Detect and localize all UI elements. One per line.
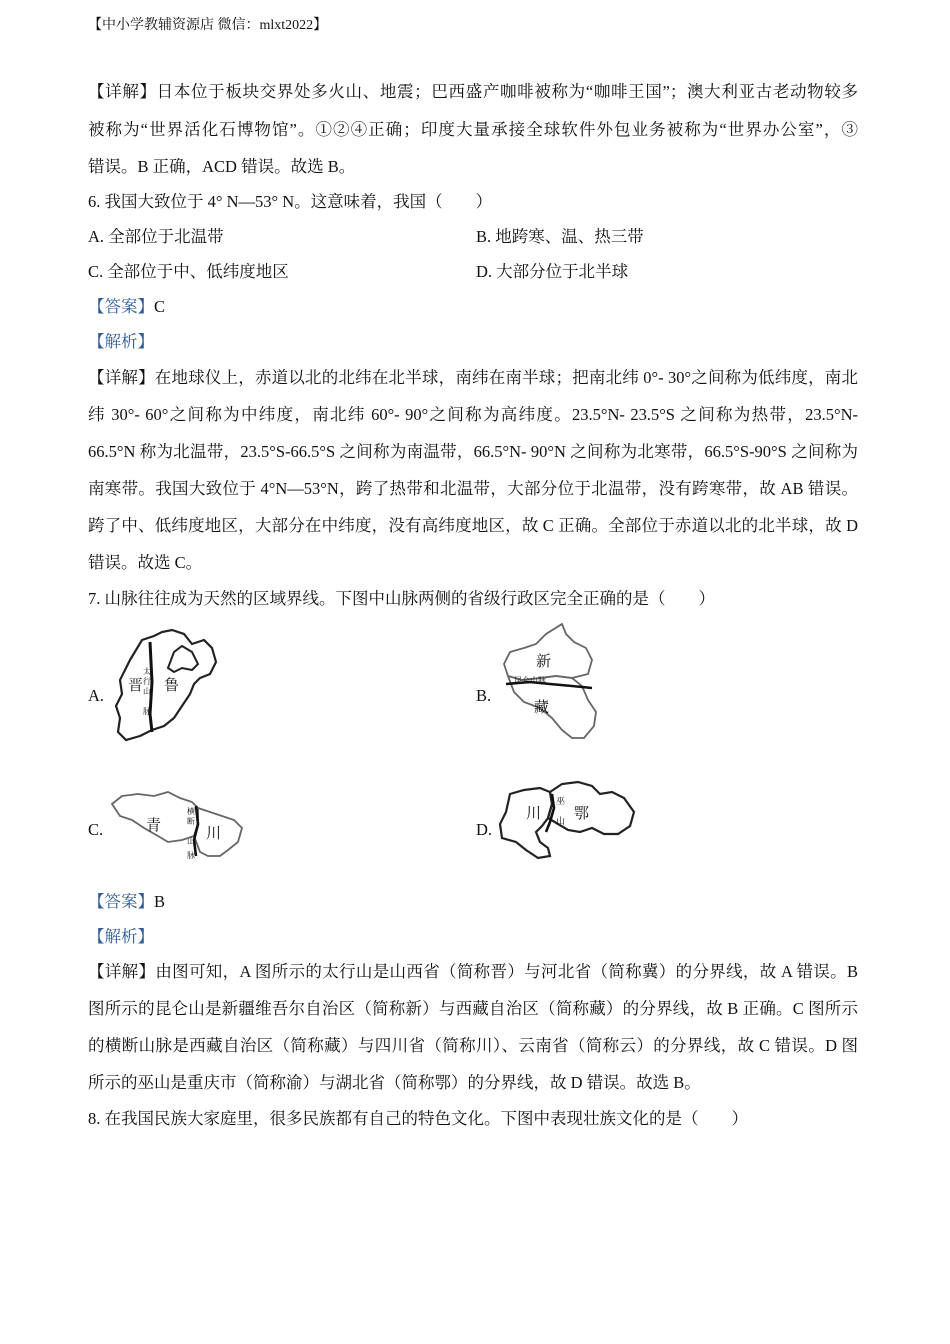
mountain-char-1: 巫: [556, 797, 566, 807]
q7-option-d: D.: [476, 820, 493, 839]
answer-label: 【答案】: [88, 297, 154, 316]
detail-text: 由图可知，A 图所示的太行山是山西省（简称晋）与河北省（简称冀）的分界线，故 A 错误。B: [155, 962, 858, 981]
q6-detail-line-1: [88, 368, 858, 388]
mountain-char-3: 山: [187, 837, 195, 846]
q7-detail-line-4: 所示的巫山是重庆市（简称渝）与湖北省（简称鄂）的分界线，故 D 错误。故选 B。: [88, 1073, 701, 1092]
province-left-label: 晋: [128, 676, 144, 694]
mountain-char-2: 山: [556, 817, 566, 827]
q7-answer: [88, 892, 165, 912]
q6-detail-line-4: 南寒带。我国大致位于 4°N—53°N，跨了热带和北温带，大部分位于北温带，没有跨寒带，故 AB 错误。: [88, 479, 858, 498]
q7-stem: 7. 山脉往往成为天然的区域界线。下图中山脉两侧的省级行政区完全正确的是（ ）: [88, 589, 715, 608]
detail-label: 【详解】: [88, 962, 156, 981]
answer-value: C: [154, 297, 166, 316]
inner-outline: [168, 646, 198, 672]
q7-detail-line-1: [88, 962, 858, 982]
answer-value: B: [154, 892, 166, 911]
q7-option-b: B.: [476, 686, 492, 705]
map-d: [496, 776, 642, 862]
q5-detail-line-3: 错误。B 正确，ACD 错误。故选 B。: [88, 157, 356, 176]
q6-answer: [88, 297, 165, 317]
q6-detail-line-6: 错误。故选 C。: [88, 553, 203, 572]
province-left-label: 青: [146, 816, 162, 834]
page-header: 【中小学教辅资源店 微信：mlxt2022】: [88, 18, 328, 33]
mountain-char-2: 断: [187, 817, 195, 826]
q8-stem: 8. 在我国民族大家庭里，很多民族都有自己的特色文化。下图中表现壮族文化的是（ ）: [88, 1109, 748, 1128]
province-left-label: 川: [526, 804, 542, 822]
map-a: [112, 622, 220, 744]
map-c: [108, 784, 248, 870]
q6-detail-line-5: 跨了中、低纬度地区，大部分在中纬度，没有高纬度地区，故 C 正确。全部位于赤道以北的北半球，故 D: [88, 516, 858, 535]
province-bottom-label: 藏: [534, 698, 550, 716]
province-right-label: 鲁: [164, 676, 180, 694]
detail-label: 【详解】: [88, 368, 155, 387]
mountain-char-2: 行: [143, 677, 151, 686]
answer-label: 【答案】: [88, 892, 154, 911]
q6-detail-line-2: 纬 30°- 60°之间称为中纬度，南北纬 60°- 90°之间称为高纬度。23.5°N- 23.5°S 之间称为热带，23.5°N-: [88, 405, 858, 424]
q7-option-c: C.: [88, 820, 104, 839]
q7-option-a: A.: [88, 686, 105, 705]
q7-detail-line-2: 图所示的昆仑山是新疆维吾尔自治区（简称新）与西藏自治区（简称藏）的分界线，故 B 正确。C 图所示: [88, 999, 858, 1018]
q6-option-b: B. 地跨寒、温、热三带: [476, 227, 644, 246]
q6-detail-line-3: 66.5°N 称为北温带，23.5°S-66.5°S 之间称为南温带，66.5°N- 90°N 之间称为北寒带，66.5°S-90°S 之间称为: [88, 442, 858, 461]
mountain-char-4: 脉: [143, 707, 151, 716]
province-right-label: 鄂: [574, 804, 590, 822]
mountain-char-3: 山: [143, 687, 151, 696]
q6-option-c: C. 全部位于中、低纬度地区: [88, 262, 289, 281]
detail-text: 在地球仪上，赤道以北的北纬在北半球，南纬在南半球；把南北纬 0°- 30°之间称为低纬度，南北: [154, 368, 859, 387]
map-b: [500, 620, 604, 742]
mountain-char-1: 横: [187, 807, 195, 816]
province-top-label: 新: [536, 652, 552, 670]
q6-stem: 6. 我国大致位于 4° N—53° N。这意味着，我国（ ）: [88, 192, 493, 211]
q5-detail-line-1: 【详解】日本位于板块交界处多火山、地震；巴西盛产咖啡被称为“咖啡王国”；澳大利亚古老动物较多: [88, 82, 858, 101]
q6-option-d: D. 大部分位于北半球: [476, 262, 629, 281]
q7-detail-line-3: 的横断山脉是西藏自治区（简称藏）与四川省（简称川）、云南省（简称云）的分界线，故 C 错误。D 图: [88, 1036, 858, 1055]
q7-analysis-label: 【解析】: [88, 927, 154, 946]
region-chuan-outline: [500, 788, 552, 858]
q5-detail-line-2: 被称为“世界活化石博物馆”。①②④正确；印度大量承接全球软件外包业务被称为“世界办公室”，③: [88, 120, 858, 139]
mountain-char-4: 脉: [187, 851, 195, 860]
province-right-label: 川: [206, 824, 222, 842]
mountain-label: 昆仑山脉: [514, 676, 546, 685]
mountain-char-1: 太: [143, 667, 151, 676]
q6-analysis-label: 【解析】: [88, 332, 154, 351]
q6-option-a: A. 全部位于北温带: [88, 227, 224, 246]
